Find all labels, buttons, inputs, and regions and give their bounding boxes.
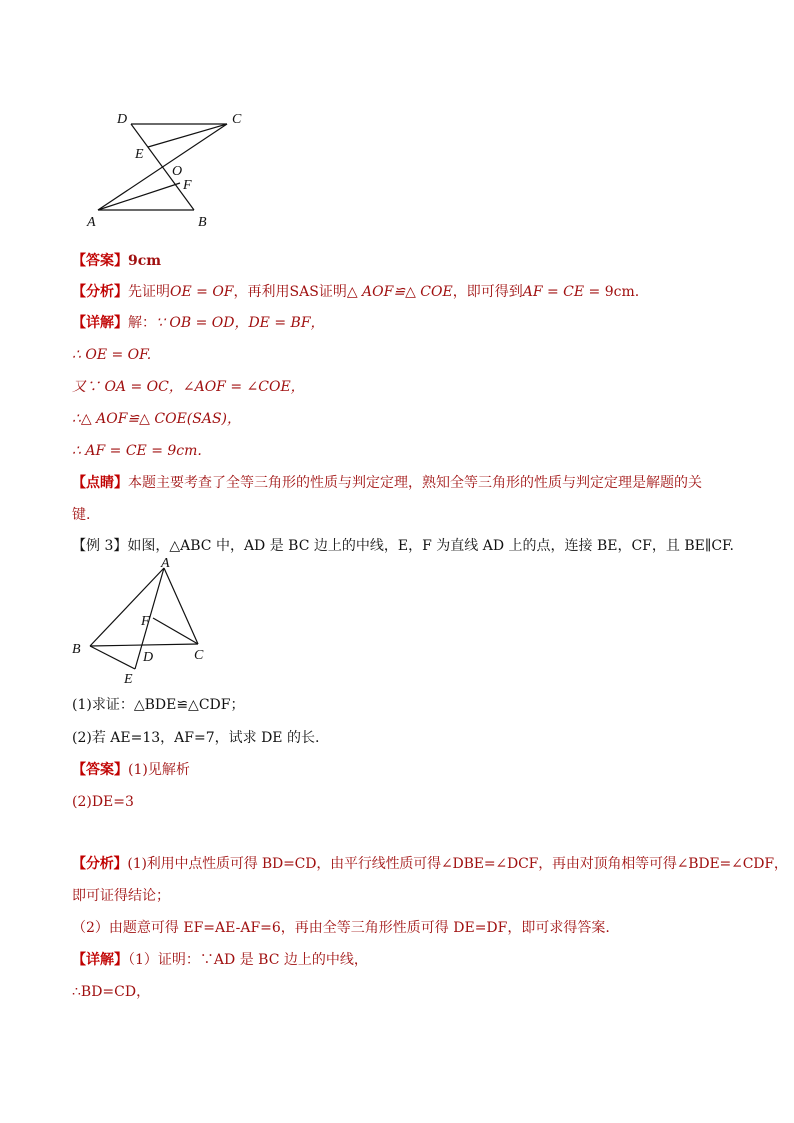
- comment-line-2: 键.: [72, 507, 91, 523]
- detail-2b: ∴BD=CD，: [72, 984, 151, 1000]
- segment-AF: [98, 183, 180, 210]
- analysis-2-line-2: 即可证得结论；: [72, 888, 170, 904]
- step-3: ∴△ AOF≌△ COE(SAS)，: [72, 411, 241, 427]
- label-D: D: [143, 650, 154, 665]
- figure-parallelogram-diagram: [80, 105, 260, 230]
- detail-1: 【详解】解：∵ OB = OD，DE = BF，: [72, 315, 325, 331]
- analysis-1: 【分析】先证明OE = OF，再利用SAS证明△ AOF≌△ COE，即可得到AF = CE = 9cm.: [72, 284, 640, 300]
- answer-2b: (2)DE=3: [72, 794, 134, 810]
- label-E: E: [135, 147, 144, 162]
- analysis-2: 【分析】(1)利用中点性质可得 BD=CD，由平行线性质可得∠DBE=∠DCF，再由对顶角相等可得∠BDE=∠CDF，: [72, 856, 788, 872]
- label-A: A: [161, 558, 170, 571]
- label-C: C: [232, 112, 242, 127]
- segment-AC: [164, 568, 198, 644]
- answer-2: 【答案】(1)见解析: [72, 762, 190, 778]
- label-F: F: [183, 178, 192, 193]
- question-2: (2)若 AE=13，AF=7，试求 DE 的长.: [72, 730, 320, 746]
- segment-CE: [148, 124, 227, 147]
- segment-FC: [153, 618, 198, 644]
- label-D: D: [117, 112, 128, 127]
- label-A: A: [87, 215, 96, 230]
- analysis-2b: （2）由题意可得 EF=AE-AF=6，再由全等三角形性质可得 DE=DF，即可求得答案.: [72, 920, 610, 936]
- example-3-title: 【例 3】如图，△ABC 中，AD 是 BC 边上的中线，E，F 为直线 AD 上的点，连接 BE，CF，且 BE∥CF.: [72, 538, 735, 554]
- step-1: ∴ OE = OF.: [72, 347, 152, 363]
- detail-2: 【详解】（1）证明：∵AD 是 BC 边上的中线，: [72, 952, 368, 968]
- segment-BC: [90, 644, 198, 646]
- label-B: B: [198, 215, 207, 230]
- answer-1: 【答案】9cm: [72, 253, 162, 269]
- label-O: O: [172, 164, 183, 179]
- question-1: (1)求证：△BDE≌△CDF；: [72, 697, 245, 713]
- label-E: E: [124, 672, 133, 687]
- label-C: C: [194, 648, 204, 663]
- segment-AC: [98, 124, 227, 210]
- segment-BE: [90, 646, 135, 669]
- figure-triangle-diagram: [66, 558, 226, 688]
- label-F: F: [141, 614, 150, 629]
- step-2: 又∵ OA = OC，∠AOF = ∠COE，: [72, 379, 305, 395]
- label-B: B: [72, 642, 81, 657]
- step-4: ∴ AF = CE = 9cm.: [72, 443, 202, 459]
- comment: 【点睛】本题主要考查了全等三角形的性质与判定定理，熟知全等三角形的性质与判定定理是解题的关: [72, 475, 702, 491]
